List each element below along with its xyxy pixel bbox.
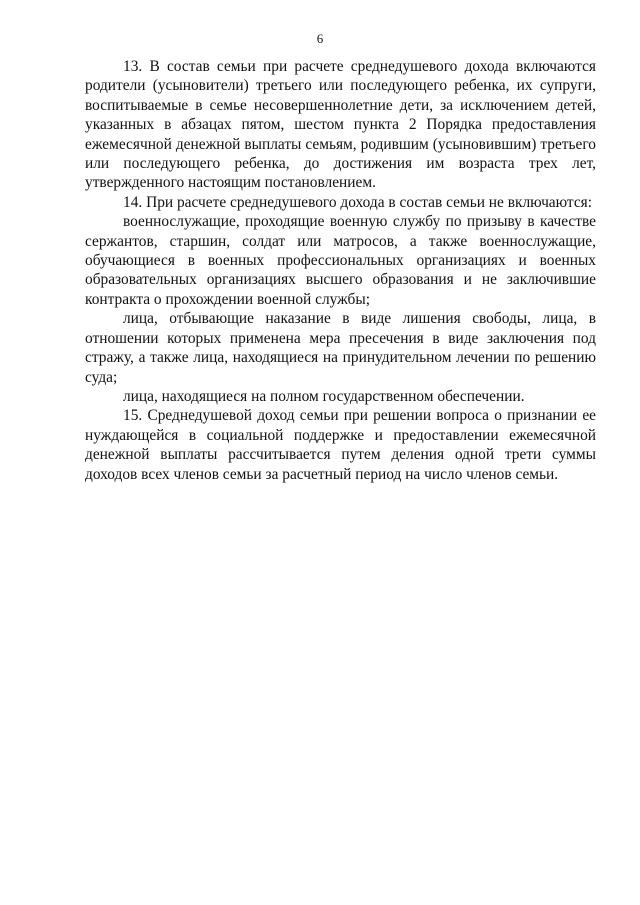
paragraph-14-item-imprisoned: лица, отбывающие наказание в виде лишения свободы, лица, в отношении которых применена мера пресечения в виде заключения под стражу, а также лица, находящиеся на принудительном лечении по решению суда; [85, 310, 596, 386]
paragraph-14: 14. При расчете среднедушевого дохода в состав семьи не включаются: [123, 193, 593, 211]
paragraph-15: 15. Среднедушевой доход семьи при решении вопроса о признании ее нуждающейся в социальной поддержке и предоставлении ежемесячной денежной выплаты рассчитывается путем деления одной трети суммы доходов всех членов семьи за расчетный период на число членов семьи. [85, 407, 596, 483]
page-number: 6 [316, 31, 324, 46]
paragraph-14-item-state-support: лица, находящиеся на полном государственном обеспечении. [123, 387, 525, 405]
document-body [85, 57, 596, 484]
paragraph-14-item-military: военнослужащие, проходящие военную службу по призыву в качестве сержантов, старшин, солдат или матросов, а также военнослужащие, обучающиеся в военных профессиональных организациях и военных образовательных организациях высшего образования и не заключившие контракта о прохождении военной службы; [85, 213, 596, 308]
paragraph-13: 13. В состав семьи при расчете среднедушевого дохода включаются родители (усыновители) третьего или последующего ребенка, их супруги, воспитываемые в семье несовершеннолетние дети, за исключением детей, указанных в абзацах пятом, шестом пункта 2 Порядка предоставления ежемесячной денежной выплаты семьям, родившим (усыновившим) третьего или последующего ребенка, до достижения им возраста трех лет, утвержденного настоящим постановлением. [85, 58, 596, 192]
